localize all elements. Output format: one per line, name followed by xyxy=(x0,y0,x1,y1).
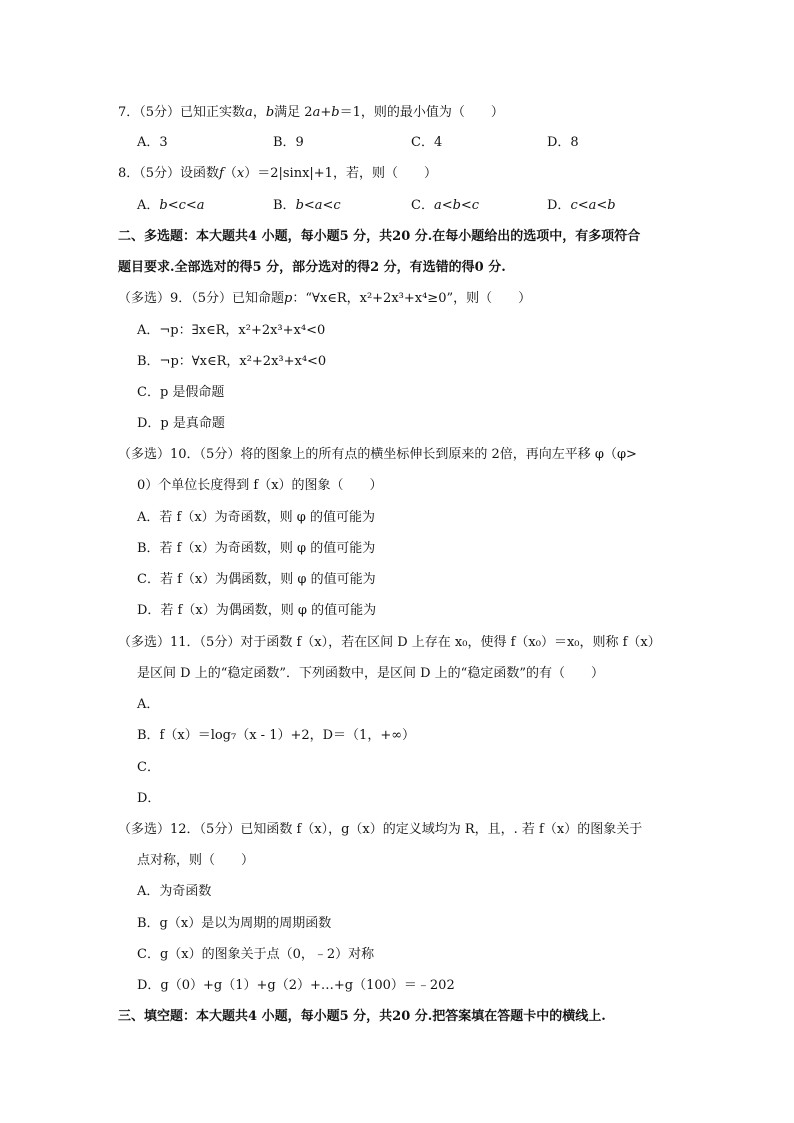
q7-option-d: D．8 xyxy=(547,135,579,150)
q12-stem-line1: （多选）12．（5分）已知函数 f（x），g（x）的定义域均为 R，且，. 若 f（x）的图象关于 xyxy=(118,822,643,837)
q11-option-a: A． xyxy=(137,697,160,712)
q9-option-c: C．p 是假命题 xyxy=(137,385,225,400)
q8-option-a: A．b<c<a xyxy=(137,198,205,213)
q8-option-c: C．a<b<c xyxy=(411,198,480,213)
q11-stem-line1: （多选）11．（5分）对于函数 f（x），若在区间 D 上存在 x₀，使得 f（x₀）＝x₀，则称 f（x） xyxy=(118,635,661,650)
q10-stem-line2: 0）个单位长度得到 f（x）的图象（ ） xyxy=(137,478,383,493)
q10-stem-line1: （多选）10．（5分）将的图象上的所有点的横坐标伸长到原来的 2倍，再向左平移 φ（φ> xyxy=(118,447,637,462)
q9-stem: （多选）9．（5分）已知命题p：“∀x∈R，x²+2x³+x⁴≥0”，则（ ） xyxy=(118,291,532,306)
section2-heading-line1: 二、多选题：本大题共4 小题，每小题5 分，共20 分.在每小题给出的选项中，有多项符合 xyxy=(118,229,641,244)
q10-option-a: A．若 f（x）为奇函数，则 φ 的值可能为 xyxy=(137,510,376,525)
section2-heading-line2: 题目要求.全部选对的得5 分，部分选对的得2 分，有选错的得0 分. xyxy=(118,260,506,275)
q12-option-d: D．g（0）+g（1）+g（2）+…+g（100）＝﹣202 xyxy=(137,978,455,993)
q12-option-c: C．g（x）的图象关于点（0，﹣2）对称 xyxy=(137,947,375,962)
q8-option-b: B．b<a<c xyxy=(273,198,341,213)
q11-option-d: D． xyxy=(137,791,161,806)
q11-option-c: C． xyxy=(137,760,160,775)
q7-option-c: C．4 xyxy=(411,135,443,150)
q10-option-d: D．若 f（x）为偶函数，则 φ 的值可能为 xyxy=(137,603,377,618)
q12-option-a: A．为奇函数 xyxy=(137,884,212,899)
q11-stem-line2: 是区间 D 上的“稳定函数”．下列函数中，是区间 D 上的“稳定函数”的有（ ） xyxy=(137,666,604,681)
q7-stem: 7．（5分）已知正实数a，b满足 2a+b＝1，则的最小值为（ ） xyxy=(118,105,504,120)
q9-option-d: D．p 是真命题 xyxy=(137,416,225,431)
q10-option-b: B．若 f（x）为奇函数，则 φ 的值可能为 xyxy=(137,541,376,556)
q9-option-b: B．¬p：∀x∈R，x²+2x³+x⁴<0 xyxy=(137,354,327,369)
q8-option-d: D．c<a<b xyxy=(547,198,616,213)
q10-option-c: C．若 f（x）为偶函数，则 φ 的值可能为 xyxy=(137,572,376,587)
q8-stem: 8．（5分）设函数f（x）＝2|sinx|+1，若，则（ ） xyxy=(118,166,437,181)
q7-option-b: B．9 xyxy=(273,135,304,150)
q11-option-b: B．f（x）＝log₇（x - 1）+2，D＝（1，+∞） xyxy=(137,728,416,743)
q12-stem-line2: 点对称，则（ ） xyxy=(137,853,255,868)
q7-option-a: A．3 xyxy=(137,135,168,150)
section3-heading: 三、填空题：本大题共4 小题，每小题5 分，共20 分.把答案填在答题卡中的横线上. xyxy=(118,1009,606,1024)
q9-option-a: A．¬p：∃x∈R，x²+2x³+x⁴<0 xyxy=(137,323,326,338)
q12-option-b: B．g（x）是以为周期的周期函数 xyxy=(137,916,332,931)
